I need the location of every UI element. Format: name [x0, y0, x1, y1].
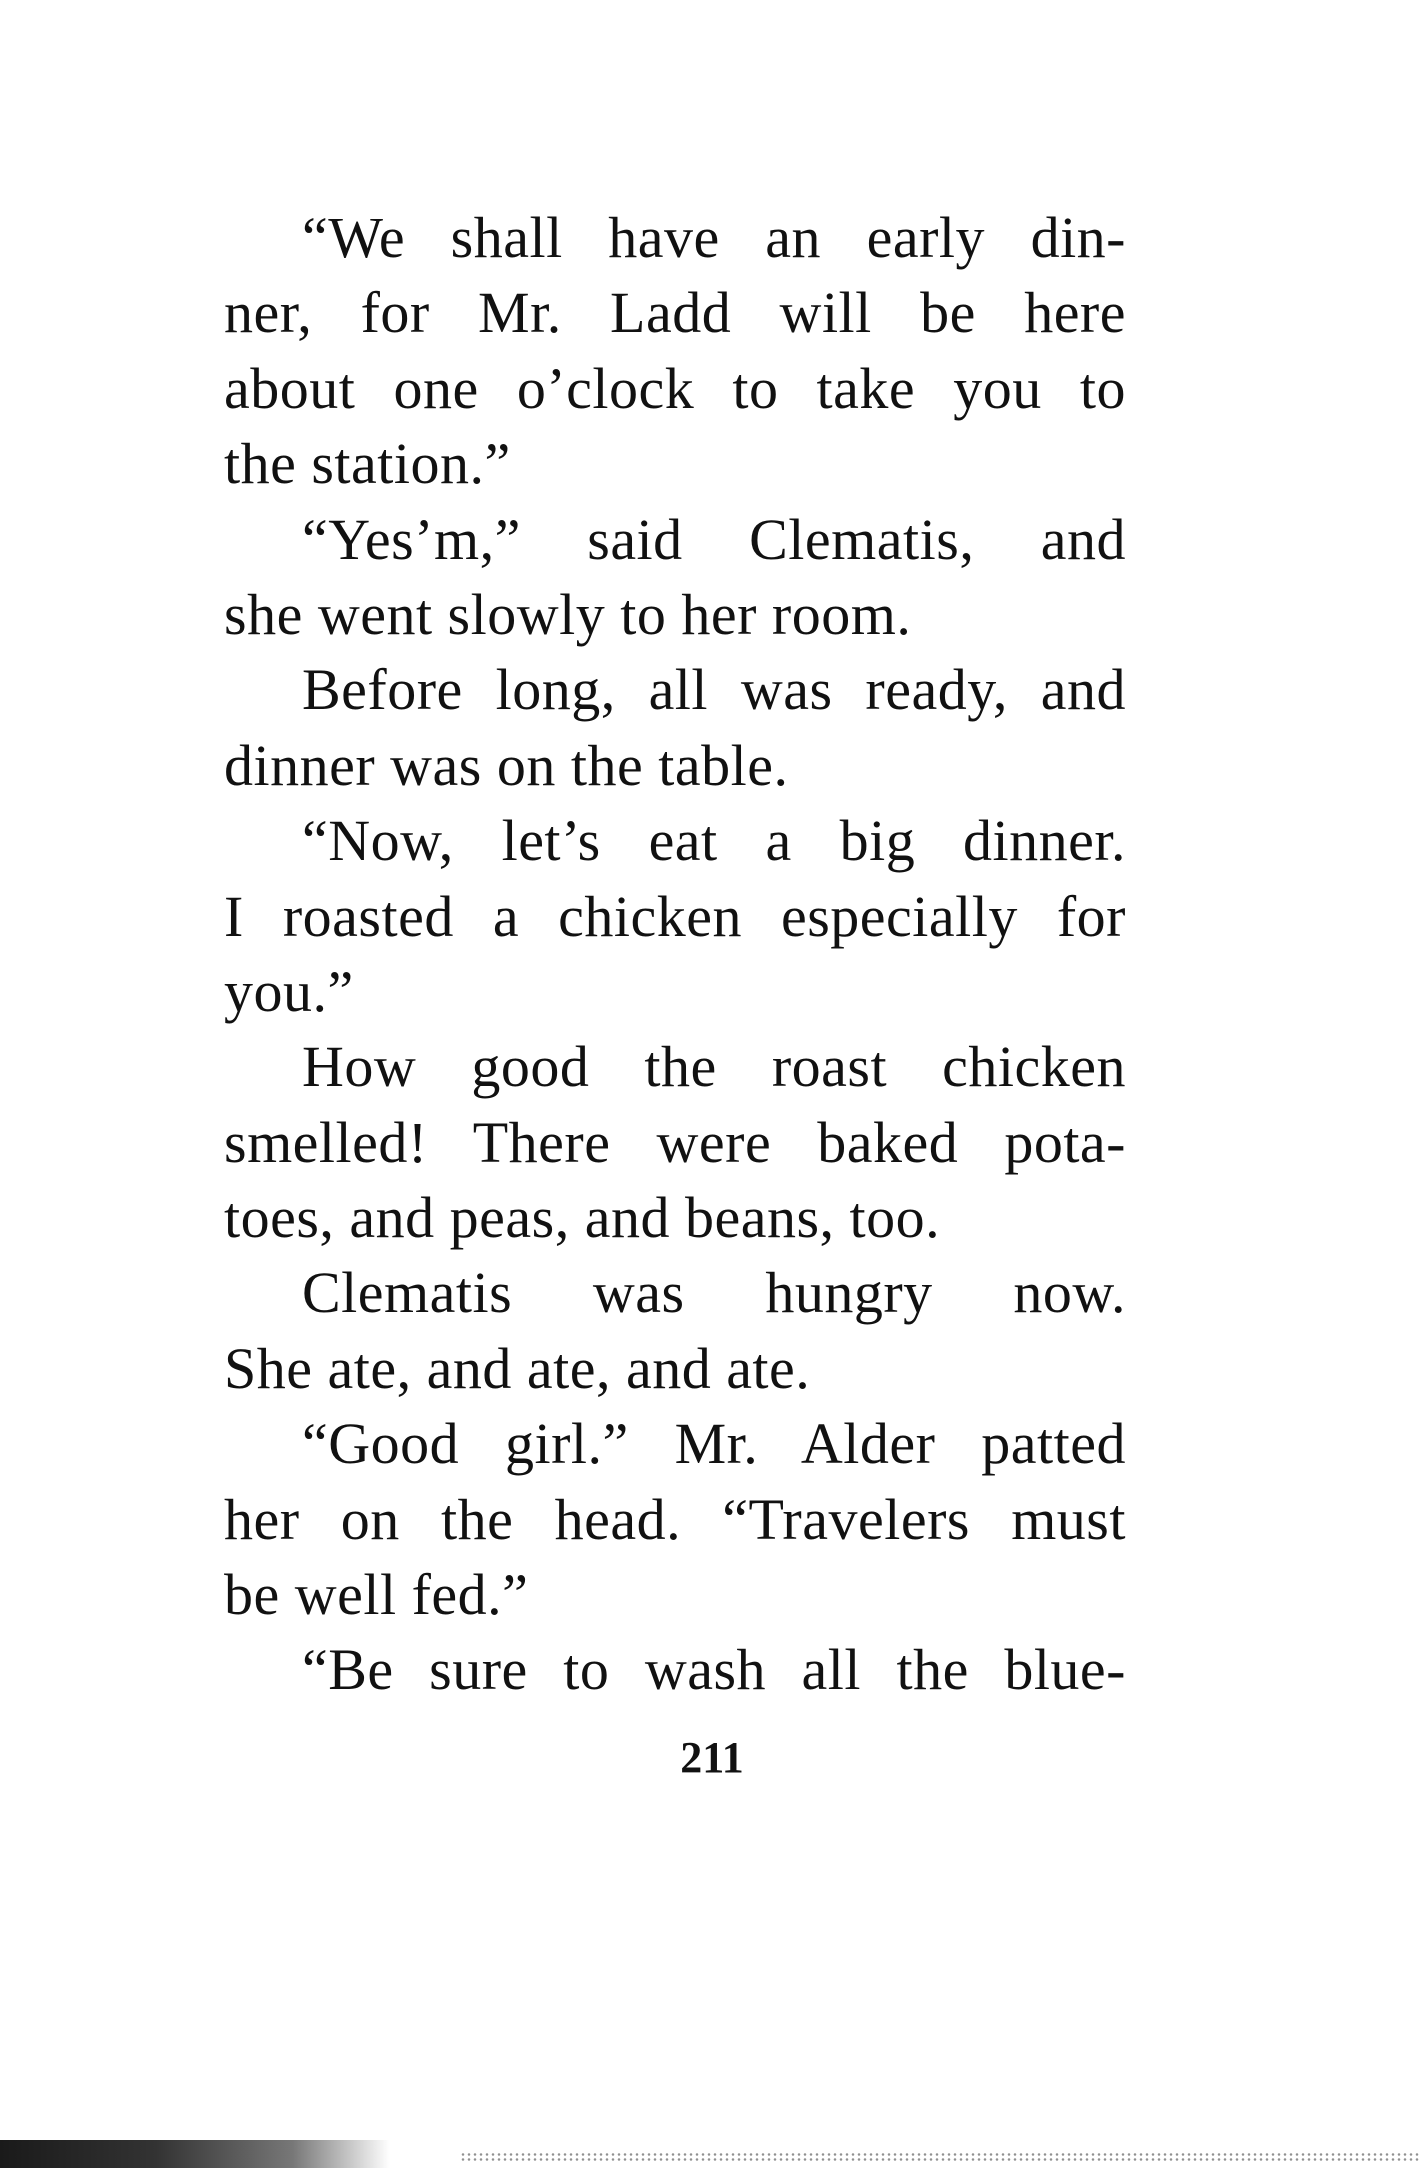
text-line: “Yes’m,” said Clematis, and	[302, 506, 1126, 572]
text-line: “Be sure to wash all the blue-	[302, 1637, 1126, 1703]
text-line: Before long, all was ready, and	[302, 657, 1126, 723]
page-number: 211	[680, 1733, 744, 1782]
text-line: about one o’clock to take you to	[224, 355, 1126, 421]
text-line: “We shall have an early din-	[302, 205, 1126, 270]
text-line: Clematis was hungry now.	[302, 1260, 1126, 1326]
scan-noise	[460, 2152, 1420, 2162]
body-text	[224, 200, 1126, 1708]
text-line: I roasted a chicken especially for	[224, 883, 1126, 949]
text-line: “Good girl.” Mr. Alder patted	[302, 1411, 1126, 1477]
text-line: her on the head. “Travelers must	[224, 1486, 1126, 1552]
text-line: ner, for Mr. Ladd will be here	[224, 280, 1126, 346]
text-line: you.”	[224, 958, 354, 1024]
text-line: she went slowly to her room.	[224, 581, 912, 647]
text-line: How good the roast chicken	[302, 1034, 1126, 1100]
scan-edge-artifact	[0, 2128, 1424, 2168]
text-line: be well fed.”	[224, 1562, 529, 1628]
text-line: dinner was on the table.	[224, 732, 789, 798]
text-line: toes, and peas, and beans, too.	[224, 1185, 941, 1251]
text-line: “Now, let’s eat a big dinner.	[302, 808, 1126, 874]
text-line: smelled! There were baked pota-	[224, 1109, 1126, 1175]
scan-shadow	[0, 2140, 390, 2168]
text-line: the station.”	[224, 431, 511, 497]
text-line: She ate, and ate, and ate.	[224, 1335, 811, 1401]
